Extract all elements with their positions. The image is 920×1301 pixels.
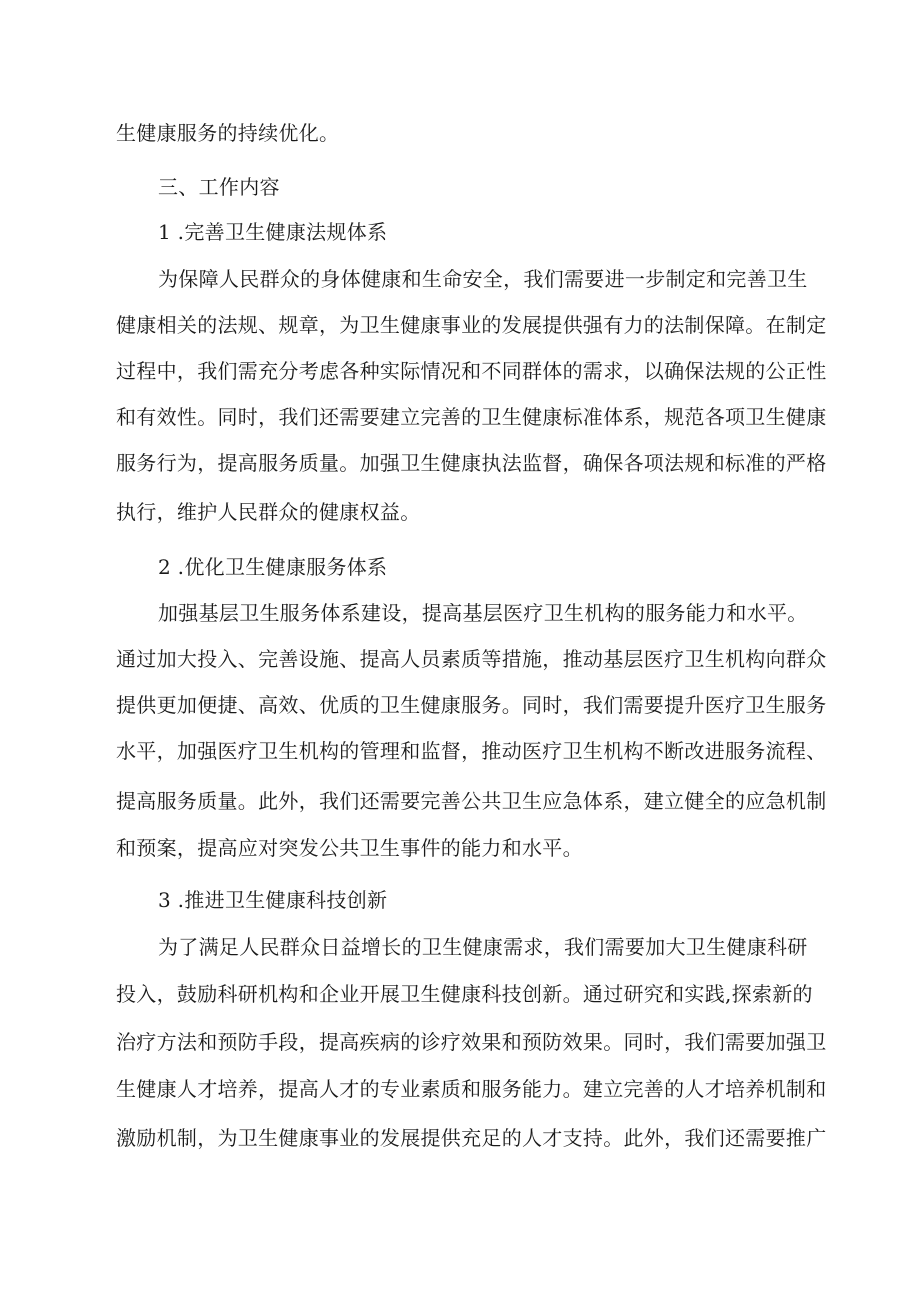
text-line: 为保障人民群众的身体健康和生命安全，我们需要进一步制定和完善卫生 (158, 267, 808, 291)
text-line: 治疗方法和预防手段，提高疾病的诊疗效果和预防效果。同时，我们需要加强卫 (116, 1030, 827, 1054)
text-line: 投入，鼓励科研机构和企业开展卫生健康科技创新。通过研究和实践,探索新的 (116, 982, 813, 1006)
text-line: 健康相关的法规、规章，为卫生健康事业的发展提供强有力的法制保障。在制定 (116, 313, 827, 337)
text-line: 生健康服务的持续优化。 (116, 121, 340, 145)
text-line: 生健康人才培养，提高人才的专业素质和服务能力。建立完善的人才培养机制和 (116, 1077, 827, 1101)
text-line: 激励机制，为卫生健康事业的发展提供充足的人才支持。此外，我们还需要推广 (116, 1126, 827, 1150)
subsection-heading: 2 .优化卫生健康服务体系 (158, 555, 388, 579)
subsection-heading: 3 .推进卫生健康科技创新 (158, 888, 388, 912)
text-line: 加强基层卫生服务体系建设，提高基层医疗卫生机构的服务能力和水平。 (158, 601, 808, 625)
text-line: 为了满足人民群众日益增长的卫生健康需求，我们需要加大卫生健康科研 (158, 935, 808, 959)
subsection-heading: 1 .完善卫生健康法规体系 (158, 220, 388, 244)
text-line: 和预案，提高应对突发公共卫生事件的能力和水平。 (116, 836, 583, 860)
text-line: 过程中，我们需充分考虑各种实际情况和不同群体的需求，以确保法规的公正性 (116, 359, 827, 383)
text-line: 水平，加强医疗卫生机构的管理和监督，推动医疗卫生机构不断改进服务流程、 (116, 739, 827, 763)
section-heading: 三、工作内容 (158, 175, 280, 199)
text-line: 通过加大投入、完善设施、提高人员素质等措施，推动基层医疗卫生机构向群众 (116, 647, 827, 671)
text-line: 提高服务质量。此外，我们还需要完善公共卫生应急体系，建立健全的应急机制 (116, 789, 827, 813)
text-line: 提供更加便捷、高效、优质的卫生健康服务。同时，我们需要提升医疗卫生服务 (116, 693, 827, 717)
text-line: 和有效性。同时，我们还需要建立完善的卫生健康标准体系，规范各项卫生健康 (116, 405, 827, 429)
text-line: 服务行为，提高服务质量。加强卫生健康执法监督，确保各项法规和标准的严格 (116, 451, 827, 475)
text-line: 执行，维护人民群众的健康权益。 (116, 500, 421, 524)
